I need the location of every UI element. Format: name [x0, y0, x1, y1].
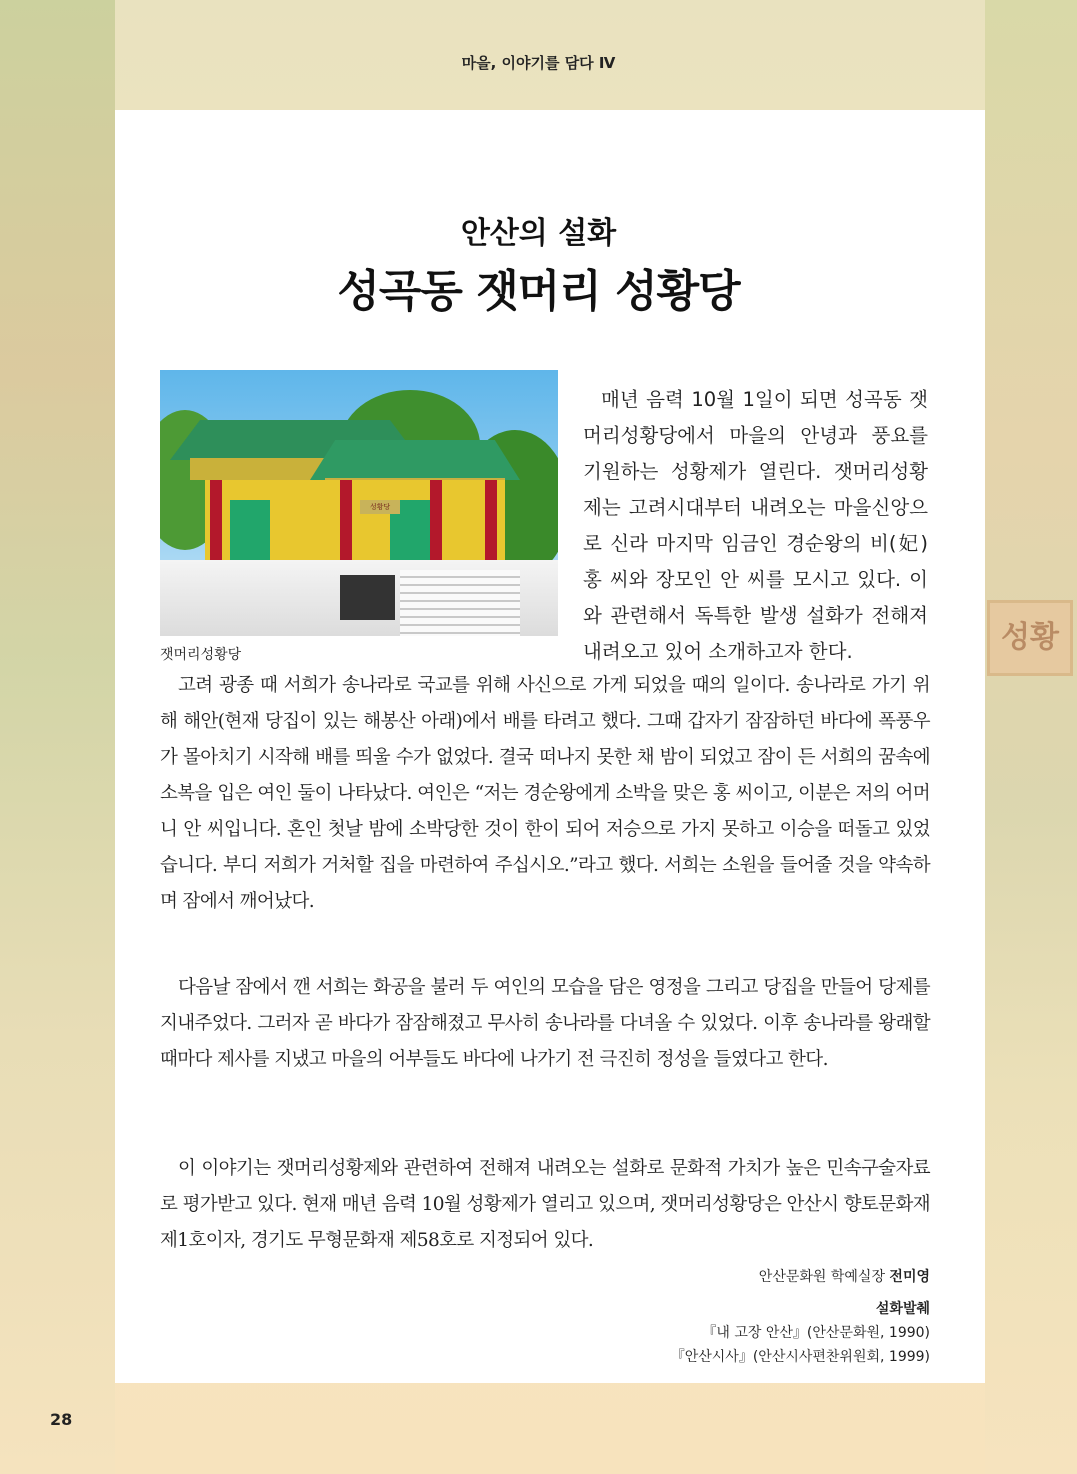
- author-credit: [759, 1266, 930, 1286]
- page-number: 28: [50, 1410, 73, 1429]
- article-title: 성곡동 잿머리 성황당: [337, 266, 740, 317]
- intro-paragraph: 매년 음력 10월 1일이 되면 성곡동 잿머리성황당에서 마을의 안녕과 풍요를 기원하는 성황제가 열린다. 잿머리성황제는 고려시대부터 내려오는 마을신앙으로 신라 마지막 임금인 경순왕의 비(妃) 홍 씨와 장모인 안 씨를 모시고 있다. 이와 관련해서 독특한 발생 설화가 전해져 내려오고 있어 소개하고자 한다.: [583, 387, 928, 663]
- author-affiliation: 안산문화원 학예실장: [758, 1269, 885, 1285]
- body-paragraph: 고려 광종 때 서희가 송나라로 국교를 위해 사신으로 가게 되었을 때의 일이다. 송나라로 가기 위해 해안(현재 당집이 있는 해봉산 아래)에서 배를 타려고 했다. 그때 갑자기 잠잠하던 바다에 폭풍우가 몰아치기 시작해 배를 띄울 수가 없었다. 결국 떠나지 못한 채 밤이 되었고 잠이 든 서희의 꿈속에 소복을 입은 여인 둘이 나타났다. 여인은 “저는 경순왕에게 소박을 맞은 홍 씨이고, 이분은 저의 어머니 안 씨입니다. 혼인 첫날 밤에 소박당한 것이 한이 되어 저승으로 가지 못하고 이승을 떠돌고 있었습니다. 부디 저희가 거처할 집을 마련하여 주십시오.”라고 했다. 서희는 소원을 들어줄 것을 약속하며 잠에서 깨어났다.: [160, 675, 930, 912]
- body-paragraph: 이 이야기는 잿머리성황제와 관련하여 전해져 내려오는 설화로 문화적 가치가 높은 민속구술자료로 평가받고 있다. 현재 매년 음력 10월 성황제가 열리고 있으며, 잿머리성황당은 안산시 향토문화재 제1호이자, 경기도 무형문화재 제58호로 지정되어 있다.: [160, 1158, 930, 1251]
- photo-caption: 잿머리성황당: [160, 647, 242, 663]
- source-heading: 설화발췌: [875, 1301, 930, 1317]
- background-signboard: 성황: [987, 600, 1073, 676]
- body-paragraph: 다음날 잠에서 깬 서희는 화공을 불러 두 여인의 모습을 담은 영정을 그리고 당집을 만들어 당제를 지내주었다. 그러자 곧 바다가 잠잠해졌고 무사히 송나라를 다녀올 수 있었다. 이후 송나라를 왕래할 때마다 제사를 지냈고 마을의 어부들도 바다에 나가기 전 극진히 정성을 들였다고 한다.: [160, 977, 930, 1070]
- source-item: 『내 고장 안산』(안산문화원, 1990): [702, 1325, 930, 1341]
- shrine-signboard: 성황당: [360, 500, 400, 514]
- section-header: 마을, 이야기를 담다 Ⅳ: [461, 54, 616, 72]
- author-name: 전미영: [889, 1269, 930, 1285]
- article-subtitle: 안산의 설화: [460, 216, 617, 251]
- source-item: 『안산시사』(안산시사편찬위원회, 1999): [670, 1349, 930, 1365]
- shrine-photo: [160, 370, 558, 636]
